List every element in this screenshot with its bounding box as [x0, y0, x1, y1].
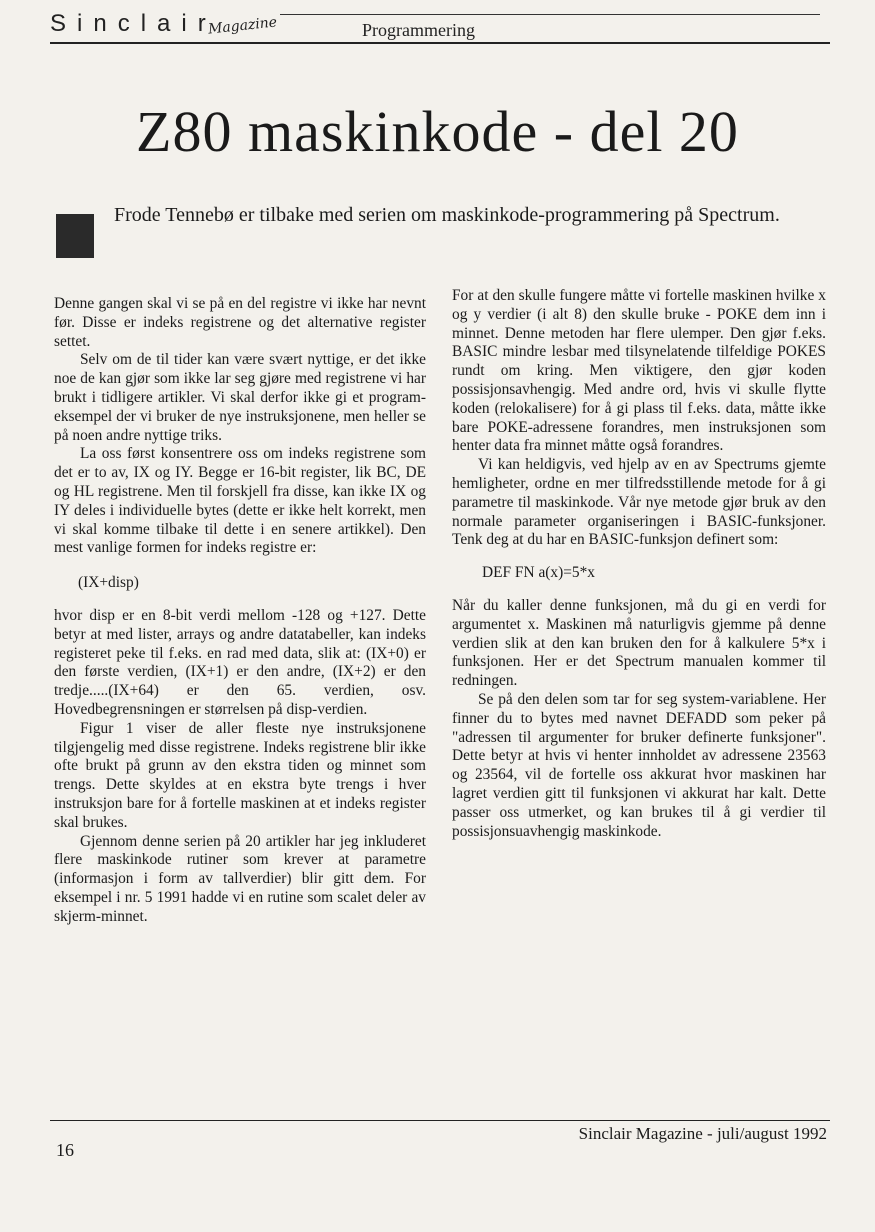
paragraph: La oss først konsentrere oss om indeks registrene som det er to av, IX og IY. Begge er 16-bit register, lik BC, DE og HL registrene. Men til forskjell fra disse, kan ikke IX og IY deles i individuelle bytes (dette er ikke helt korrekt, men vi skal komme tilbake til dette i en senere artikkel). Den mest vanlige formen for indeks registre er:	[54, 445, 426, 557]
paragraph: For at den skulle fungere måtte vi fortelle maskinen hvilke x og y verdier (i alt 8) den skulle bruke - POKE dem inn i minnet. Denne metoden har flere ulemper. Den gjør f.eks. BASIC mindre lesbar med tilsynelatende tilfeldige POKES rundt om kring. Men viktigere, den gjør koden possisjonsavhengig. Med andre ord, hvis vi skulle flytte koden (relokalisere) for å gi plass til f.eks. data, måtte ikke bare POKE-adressene forandres, men instruksjonen som henter data fra minnet måtte også forandres.	[452, 287, 826, 455]
code-formula: (IX+disp)	[78, 574, 139, 592]
right-column	[452, 287, 826, 841]
article-title: Z80 maskinkode - del 20	[136, 99, 739, 164]
paragraph: Se på den delen som tar for seg system-variablene. Her finner du to bytes med navnet DEFADD som peker på "adressen til argumenter for bruker definerte funksjoner". Dette betyr at hvis vi henter innholdet av adressene 23563 og 23564, vil de fortelle oss akkurat hvor maskinen har lagret verdien gitt til funksjonen vi akkurat har kalt. Dette passer oss utmerket, og kan brukes til å gi verdier til possisjonsuavhengig maskinkode.	[452, 690, 826, 840]
paragraph: Denne gangen skal vi se på en del registre vi ikke har nevnt før. Disse er indeks registrene og det alternative register settet.	[54, 295, 426, 350]
section-label: Programmering	[362, 20, 475, 40]
left-column	[54, 295, 426, 927]
paragraph: Vi kan heldigvis, ved hjelp av en av Spectrums gjemte hemligheter, ordne en mer tilfredsstillende metode for å gi parametre til maskinkode. Vår nye metode gjør bruk av den normale parameter organiseringen i BASIC-funksjoner. Tenk deg at du har en BASIC-funksjon definert som:	[452, 456, 826, 549]
footer-publication: Sinclair Magazine - juli/august 1992	[578, 1124, 827, 1143]
paragraph: Selv om de til tider kan være svært nyttige, er det ikke noe de kan gjør som ikke lar seg gjøre med registrene vi har brukt i tidligere artikler. Vi skal derfor ikke gi et program-eksempel der vi bruker de nye instruksjonene, men heller se på noen andre nyttige triks.	[54, 351, 426, 444]
lead-marker-square	[56, 214, 94, 258]
paragraph: Figur 1 viser de aller fleste nye instruksjonene tilgjengelig med disse registrene. Indeks registrene blir ikke ofte brukt på grunn av den ekstra tiden og minnet som trengs. Dette skyldes at en ekstra byte trengs i hver instruksjon bare for å fortelle maskinen at et indeks register skal brukes.	[54, 719, 426, 831]
code-formula: DEF FN a(x)=5*x	[482, 564, 595, 582]
article-lead: Frode Tennebø er tilbake med serien om maskinkode-programmering på Spectrum.	[114, 204, 780, 226]
header-rule-top	[280, 14, 820, 15]
paragraph: Gjennom denne serien på 20 artikler har jeg inkluderet flere maskinkode rutiner som krever at parametre (informasjon i form av tallverdier) blir gitt dem. For eksempel i nr. 5 1991 hadde vi en rutine som scalet deler av skjerm-minnet.	[54, 832, 426, 925]
header-rule-bottom	[50, 42, 830, 44]
magazine-brand-script: Magazine	[207, 14, 278, 38]
footer-rule	[50, 1120, 830, 1121]
paragraph: hvor disp er en 8-bit verdi mellom -128 og +127. Dette betyr at med lister, arrays og andre datatabeller, kan indeks registeret peke til f.eks. en rad med data, slik at: (IX+0) er den første verdien, (IX+1) er den andre, (IX+2) er den tredje.....(IX+64) er den 65. verdien, osv. Hovedbegrensningen er størrelsen på disp-verdien.	[54, 606, 426, 718]
magazine-brand: Sinclair	[50, 10, 217, 37]
page-number: 16	[56, 1140, 74, 1160]
paragraph: Når du kaller denne funksjonen, må du gi en verdi for argumentet x. Maskinen må naturligvis gjemme på denne verdien slik at den kan bruken den for å kalkulere 5*x i funksjonen. Her er det Spectrum manualen kommer til redningen.	[452, 596, 826, 690]
